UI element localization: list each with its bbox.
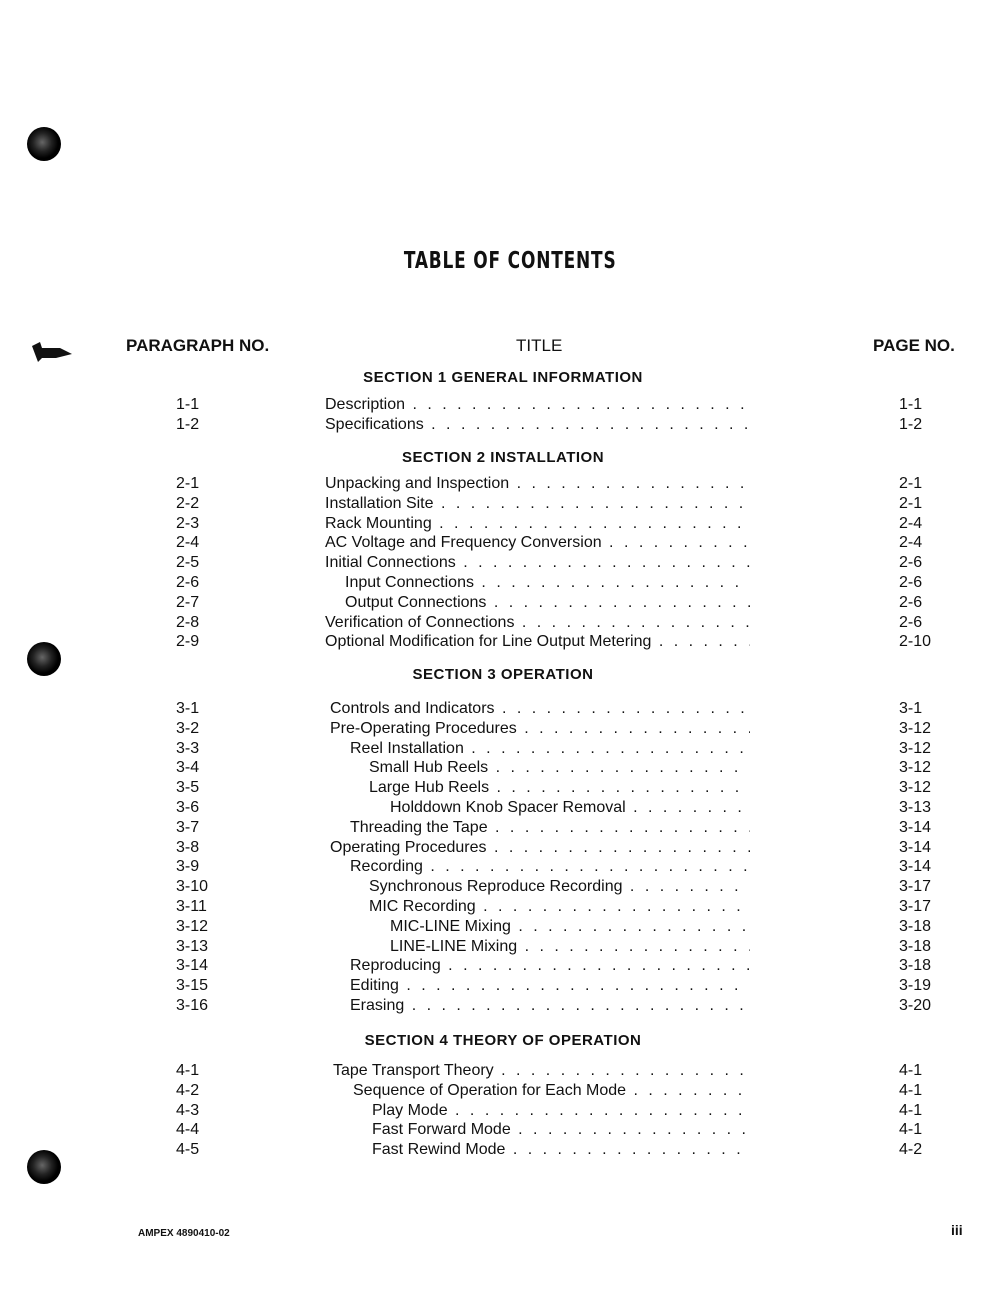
document-number: AMPEX 4890410-02	[138, 1228, 230, 1239]
entry-title: MIC-LINE Mixing . . .	[390, 918, 750, 936]
entry-page: 2-1	[899, 475, 923, 492]
toc-entry	[0, 957, 1006, 977]
entry-title: Controls and Indicators . . .	[330, 700, 750, 718]
paragraph-number: 3-8	[176, 839, 200, 856]
toc-entry	[0, 779, 1006, 799]
entry-title: Specifications . . .	[325, 416, 750, 434]
entry-page: 3-12	[899, 759, 932, 776]
entry-title: Erasing . . .	[350, 997, 750, 1015]
entry-page: 1-2	[899, 416, 923, 433]
toc-entry	[0, 799, 1006, 819]
entry-page: 2-6	[899, 574, 923, 591]
entry-title: Fast Forward Mode . . .	[372, 1121, 750, 1139]
column-header-paragraph: PARAGRAPH NO.	[126, 336, 270, 355]
toc-entry	[0, 396, 1006, 416]
paragraph-number: 3-11	[176, 898, 207, 915]
entry-page: 2-10	[899, 633, 932, 650]
entry-title: Play Mode . . .	[372, 1102, 750, 1120]
entry-title: Input Connections . . .	[345, 574, 750, 592]
paragraph-number: 3-7	[176, 819, 200, 836]
toc-entry	[0, 633, 1006, 653]
entry-page: 2-6	[899, 614, 923, 631]
entry-page: 3-17	[899, 898, 932, 915]
entry-page: 3-20	[899, 997, 932, 1014]
toc-entry	[0, 819, 1006, 839]
paragraph-number: 3-4	[176, 759, 200, 776]
entry-title: Pre-Operating Procedures . . .	[330, 720, 750, 738]
column-header-page: PAGE NO.	[873, 336, 955, 355]
toc-entry	[0, 614, 1006, 634]
paragraph-number: 3-9	[176, 858, 200, 875]
entry-page: 1-1	[899, 396, 923, 413]
toc-entry	[0, 759, 1006, 779]
paragraph-number: 1-2	[176, 416, 200, 433]
entry-page: 3-19	[899, 977, 932, 994]
toc-entry	[0, 918, 1006, 938]
entry-page: 3-17	[899, 878, 932, 895]
entry-page: 3-1	[899, 700, 923, 717]
toc-entry	[0, 1141, 1006, 1161]
entry-page: 2-6	[899, 594, 923, 611]
entry-title: Initial Connections . . .	[325, 554, 750, 572]
toc-entry	[0, 495, 1006, 515]
paragraph-number: 2-9	[176, 633, 200, 650]
entry-page: 2-4	[899, 515, 923, 532]
paragraph-number: 3-6	[176, 799, 200, 816]
toc-entry	[0, 878, 1006, 898]
toc-entry	[0, 740, 1006, 760]
toc-entry	[0, 475, 1006, 495]
entry-title: Fast Rewind Mode . . .	[372, 1141, 750, 1159]
entry-title: Synchronous Reproduce Recording . . .	[369, 878, 750, 896]
entry-title: Small Hub Reels . . .	[369, 759, 750, 777]
paragraph-number: 3-1	[176, 700, 200, 717]
entry-title: Reproducing . . .	[350, 957, 750, 975]
toc-entry	[0, 1102, 1006, 1122]
paragraph-number: 2-1	[176, 475, 200, 492]
entry-title: Editing . . .	[350, 977, 750, 995]
toc-entry	[0, 554, 1006, 574]
entry-title: LINE-LINE Mixing . . .	[390, 938, 750, 956]
entry-title: Verification of Connections . . .	[325, 614, 750, 632]
paragraph-number: 3-14	[176, 957, 209, 974]
toc-entry	[0, 977, 1006, 997]
toc-entry	[0, 594, 1006, 614]
section-heading: SECTION 2 INSTALLATION	[401, 449, 605, 466]
paragraph-number: 4-2	[176, 1082, 200, 1099]
toc-entry	[0, 574, 1006, 594]
section-heading: SECTION 4 THEORY OF OPERATION	[364, 1032, 642, 1049]
paragraph-number: 2-7	[176, 594, 200, 611]
entry-title: Output Connections . . .	[345, 594, 750, 612]
paragraph-number: 3-5	[176, 779, 200, 796]
entry-page: 4-1	[899, 1121, 923, 1138]
entry-title: Reel Installation . . .	[350, 740, 750, 758]
toc-entry	[0, 515, 1006, 535]
document-title: TABLE OF CONTENTS	[403, 248, 617, 274]
paragraph-number: 3-13	[176, 938, 209, 955]
paragraph-number: 2-4	[176, 534, 200, 551]
toc-entry	[0, 898, 1006, 918]
section-heading: SECTION 1 GENERAL INFORMATION	[363, 369, 643, 386]
paragraph-number: 4-3	[176, 1102, 200, 1119]
section-heading: SECTION 3 OPERATION	[412, 666, 594, 683]
paragraph-number: 4-1	[176, 1062, 200, 1079]
entry-page: 3-12	[899, 779, 932, 796]
entry-page: 3-12	[899, 720, 932, 737]
toc-entry	[0, 1082, 1006, 1102]
column-header-title: TITLE	[516, 336, 563, 355]
toc-entry	[0, 858, 1006, 878]
entry-page: 3-18	[899, 938, 932, 955]
paragraph-number: 3-16	[176, 997, 209, 1014]
entry-page: 3-12	[899, 740, 932, 757]
entry-title: Sequence of Operation for Each Mode . . .	[353, 1082, 750, 1100]
paragraph-number: 3-3	[176, 740, 200, 757]
entry-page: 2-1	[899, 495, 923, 512]
entry-page: 4-1	[899, 1062, 923, 1079]
toc-entry	[0, 938, 1006, 958]
toc-entry	[0, 1121, 1006, 1141]
paragraph-number: 4-4	[176, 1121, 200, 1138]
entry-page: 2-4	[899, 534, 923, 551]
binder-hole-top	[27, 127, 61, 161]
paragraph-number: 3-10	[176, 878, 209, 895]
entry-title: MIC Recording . . .	[369, 898, 750, 916]
entry-title: Description . . .	[325, 396, 750, 414]
entry-title: AC Voltage and Frequency Conversion . . .	[325, 534, 750, 552]
entry-page: 4-1	[899, 1102, 923, 1119]
paragraph-number: 2-2	[176, 495, 200, 512]
entry-title: Installation Site . . .	[325, 495, 750, 513]
toc-entry	[0, 839, 1006, 859]
entry-title: Recording . . .	[350, 858, 750, 876]
paragraph-number: 3-12	[176, 918, 209, 935]
entry-title: Unpacking and Inspection . . .	[325, 475, 750, 493]
entry-page: 3-13	[899, 799, 932, 816]
entry-title: Rack Mounting . . .	[325, 515, 750, 533]
page-number: iii	[951, 1222, 963, 1238]
paragraph-number: 2-8	[176, 614, 200, 631]
entry-title: Holddown Knob Spacer Removal . . .	[390, 799, 750, 817]
paragraph-number: 2-6	[176, 574, 200, 591]
paragraph-number: 3-15	[176, 977, 209, 994]
entry-page: 3-14	[899, 819, 932, 836]
entry-page: 4-2	[899, 1141, 923, 1158]
entry-title: Optional Modification for Line Output Metering . . .	[325, 633, 750, 651]
paragraph-number: 2-5	[176, 554, 200, 571]
paragraph-number: 4-5	[176, 1141, 200, 1158]
entry-title: Large Hub Reels . . .	[369, 779, 750, 797]
entry-title: Threading the Tape . . .	[350, 819, 750, 837]
entry-title: Operating Procedures . . .	[330, 839, 750, 857]
arrow-mark-icon	[30, 340, 74, 364]
entry-page: 4-1	[899, 1082, 923, 1099]
paragraph-number: 2-3	[176, 515, 200, 532]
entry-page: 3-18	[899, 918, 932, 935]
toc-entry	[0, 700, 1006, 720]
toc-entry	[0, 416, 1006, 436]
entry-page: 3-18	[899, 957, 932, 974]
toc-entry	[0, 1062, 1006, 1082]
entry-page: 3-14	[899, 839, 932, 856]
entry-page: 3-14	[899, 858, 932, 875]
paragraph-number: 3-2	[176, 720, 200, 737]
entry-page: 2-6	[899, 554, 923, 571]
entry-title: Tape Transport Theory . . .	[333, 1062, 750, 1080]
toc-entry	[0, 534, 1006, 554]
paragraph-number: 1-1	[176, 396, 200, 413]
toc-entry	[0, 997, 1006, 1017]
toc-entry	[0, 720, 1006, 740]
